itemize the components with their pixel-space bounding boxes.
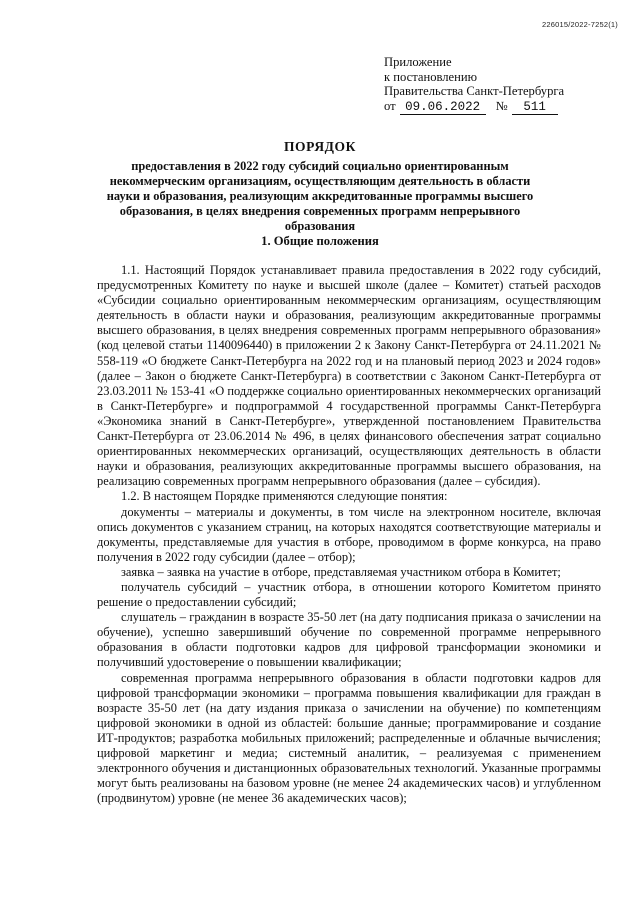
appendix-line-3: Правительства Санкт-Петербурга (384, 84, 565, 99)
paragraph-definition-listener: слушатель – гражданин в возрасте 35-50 лет (на дату подписания приказа о зачислении на обучение), успешно завершивший обучение по современной программе непрерывного образования в области подготовки кадров для цифровой трансформации экономики и получивший удостоверение о повышении квалификации; (97, 610, 601, 670)
section-heading: 1. Общие положения (261, 234, 379, 248)
appendix-date-row (384, 99, 564, 115)
document-subtitle: предоставления в 2022 году субсидий социально ориентированным некоммерческим организациям, осуществляющим деятельность в области науки и образования, реализующим аккредитованные программы высшего образования, в целях внедрения современных программ непрерывного образования (106, 159, 534, 233)
document-title: ПОРЯДОК (283, 139, 357, 154)
date-prefix: от (384, 98, 396, 113)
resolution-number: 511 (512, 101, 558, 115)
paragraph-definition-documents: документы – материалы и документы, в том числе на электронном носителе, включая опись документов с указанием страниц, на которых находятся соответствующие материалы и документы, представляемые для участия в отборе, проводимом в форме конкурса, на право получения в 2022 году субсидии (далее – отбор); (97, 504, 601, 564)
appendix-line-1: Приложение (384, 55, 452, 69)
document-id: 226015/2022-7252(1) (542, 20, 618, 29)
appendix-line-2: к постановлению (384, 69, 478, 84)
number-label: № (495, 98, 508, 113)
appendix-block (384, 55, 564, 115)
resolution-date: 09.06.2022 (400, 101, 486, 115)
paragraph-definition-application: заявка – заявка на участие в отборе, представляемая участником отбора в Комитет; (121, 564, 561, 579)
paragraph-definition-recipient: получатель субсидий – участник отбора, в отношении которого Комитетом принято решение о предоставлении субсидий; (97, 579, 601, 610)
paragraph-1-1: 1.1. Настоящий Порядок устанавливает правила предоставления в 2022 году субсидий, предусмотренных Комитету по науке и высшей школе (далее – Комитет) статьей расходов «Субсидии социально ориентированным некоммерческим организациям, осуществляющим деятельность в области науки и образования, реализующим аккредитованные программы высшего образования, в целях внедрения современных программ непрерывного образования» (код целевой статьи 1140096440) в приложении 2 к Закону Санкт-Петербурга от 24.11.2021 № 558-119 «О бюджете Санкт-Петербурга на 2022 год и на плановый период 2023 и 2024 годов» (далее – Закон о бюджете Санкт-Петербурга) в соответствии с Законом Санкт-Петербурга от 23.03.2011 № 153-41 «О поддержке социально ориентированных некоммерческих организаций в Санкт-Петербурге» и подпрограммой 4 государственной программы Санкт-Петербурга «Экономика знаний в Санкт-Петербурге», утвержденной постановлением Правительства Санкт-Петербурга от 23.06.2014 № 496, в целях финансового обеспечения затрат социально ориентированных некоммерческих организаций, осуществляющих деятельность в области науки и образования, реализующих аккредитованные программы высшего образования, на реализацию современных программ непрерывного образования (далее – субсидия). (97, 263, 601, 489)
document-body (97, 263, 601, 806)
paragraph-definition-program: современная программа непрерывного образования в области подготовки кадров для цифровой трансформации экономики – программа повышения квалификации для граждан в возрасте 35-50 лет (на дату издания приказа о зачислении на обучение) по компетенциям цифровой экономики в одной из областей: большие данные; программирование и создание ИТ-продуктов; разработка мобильных приложений; распределенные и облачные вычисления; цифровой маркетинг и медиа; системный аналитик, – реализуемая с применением электронного обучения и дистанционных образовательных технологий. Указанные программы могут быть реализованы на базовом уровне (не менее 24 академических часов) и углубленном (продвинутом) уровне (не менее 36 академических часов); (97, 670, 601, 806)
paragraph-1-2: 1.2. В настоящем Порядке применяются следующие понятия: (121, 489, 448, 504)
